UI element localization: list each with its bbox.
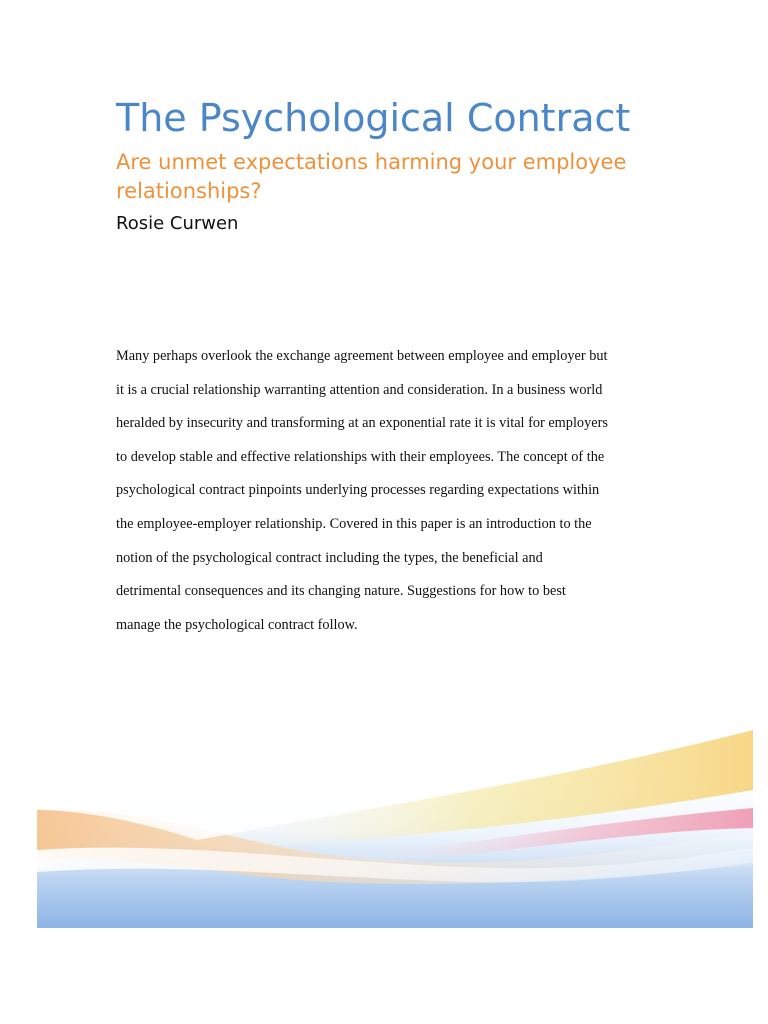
- abstract-paragraph: [116, 340, 656, 642]
- document-subtitle: Are unmet expectations harming your employee relationships?: [116, 150, 627, 203]
- abstract-line: to develop stable and effective relationships with their employees. The concept of the: [116, 448, 605, 465]
- abstract-line: manage the psychological contract follow.: [116, 616, 358, 633]
- document-author: Rosie Curwen: [116, 213, 239, 234]
- abstract-line: notion of the psychological contract including the types, the beneficial and: [116, 549, 543, 566]
- abstract-line: Many perhaps overlook the exchange agreement between employee and employer but: [116, 348, 608, 364]
- decorative-wave-banner: [37, 690, 753, 928]
- abstract-line: psychological contract pinpoints underlying processes regarding expectations within: [116, 482, 600, 499]
- abstract-line: the employee-employer relationship. Covered in this paper is an introduction to the: [116, 515, 592, 532]
- abstract-line: detrimental consequences and its changing nature. Suggestions for how to best: [116, 583, 566, 600]
- abstract-line: it is a crucial relationship warranting attention and consideration. In a business world: [116, 381, 603, 398]
- abstract-line: heralded by insecurity and transforming at an exponential rate it is vital for employers: [116, 415, 608, 432]
- document-title: The Psychological Contract: [116, 96, 631, 140]
